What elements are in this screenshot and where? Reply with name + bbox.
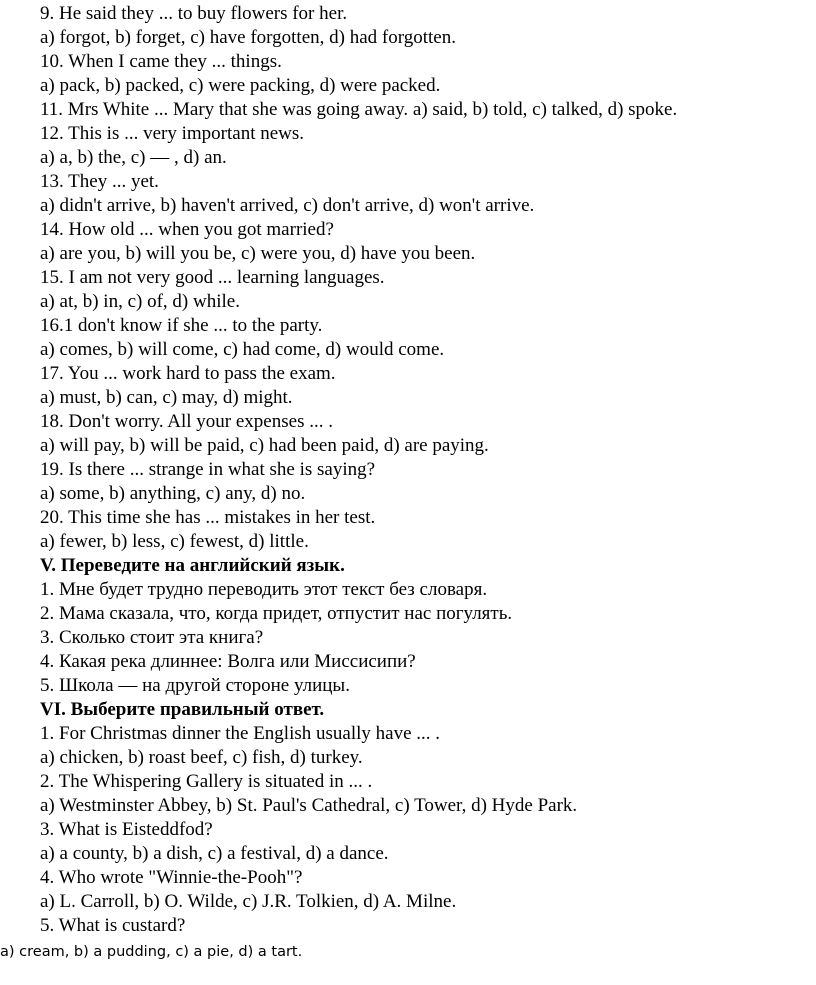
question-13: 13. They ... yet. xyxy=(40,171,159,192)
question-19: 19. Is there ... strange in what she is saying? xyxy=(40,459,376,480)
translate-item-1: 1. Мне будет трудно переводить этот текст без словаря. xyxy=(40,579,488,600)
quiz-answers-2: a) Westminster Abbey, b) St. Paul's Cathedral, c) Tower, d) Hyde Park. xyxy=(40,795,578,816)
answers-19: a) some, b) anything, c) any, d) no. xyxy=(40,483,306,504)
translate-item-3: 3. Сколько стоит эта книга? xyxy=(40,627,264,648)
question-15: 15. I am not very good ... learning languages. xyxy=(40,267,385,288)
quiz-answers-1: a) chicken, b) roast beef, c) fish, d) turkey. xyxy=(40,747,363,768)
quiz-answers-5: a) cream, b) a pudding, c) a pie, d) a tart. xyxy=(0,944,303,960)
answers-12: a) a, b) the, c) — , d) an. xyxy=(40,147,227,168)
question-12: 12. This is ... very important news. xyxy=(40,123,305,144)
answers-14: a) are you, b) will you be, c) were you, d) have you been. xyxy=(40,243,476,264)
quiz-answers-4: a) L. Carroll, b) O. Wilde, c) J.R. Tolkien, d) A. Milne. xyxy=(40,891,457,912)
quiz-question-1: 1. For Christmas dinner the English usually have ... . xyxy=(40,723,441,744)
translate-item-5: 5. Школа — на другой стороне улицы. xyxy=(40,675,350,696)
section-v-heading: V. Переведите на английский язык. xyxy=(40,555,345,576)
answers-10: a) pack, b) packed, c) were packing, d) were packed. xyxy=(40,75,441,96)
answers-16: a) comes, b) will come, c) had come, d) would come. xyxy=(40,339,445,360)
answers-9: a) forgot, b) forget, c) have forgotten, d) had forgotten. xyxy=(40,27,456,48)
quiz-question-5: 5. What is custard? xyxy=(40,915,186,936)
translate-item-4: 4. Какая река длиннее: Волга или Миссисипи? xyxy=(40,651,416,672)
translate-item-2: 2. Мама сказала, что, когда придет, отпустит нас погулять. xyxy=(40,603,513,624)
answers-13: a) didn't arrive, b) haven't arrived, c) don't arrive, d) won't arrive. xyxy=(40,195,535,216)
question-20: 20. This time she has ... mistakes in her test. xyxy=(40,507,376,528)
quiz-question-2: 2. The Whispering Gallery is situated in ... . xyxy=(40,771,373,792)
quiz-question-3: 3. What is Eisteddfod? xyxy=(40,819,213,840)
question-11: 11. Mrs White ... Mary that she was going away. a) said, b) told, c) talked, d) spoke. xyxy=(40,99,678,120)
question-18: 18. Don't worry. All your expenses ... . xyxy=(40,411,333,432)
question-9: 9. He said they ... to buy flowers for her. xyxy=(40,3,348,24)
question-17: 17. You ... work hard to pass the exam. xyxy=(40,363,336,384)
answers-15: a) at, b) in, c) of, d) while. xyxy=(40,291,240,312)
question-10: 10. When I came they ... things. xyxy=(40,51,282,72)
question-16: 16.1 don't know if she ... to the party. xyxy=(40,315,323,336)
answers-18: a) will pay, b) will be paid, c) had been paid, d) are paying. xyxy=(40,435,489,456)
answers-17: a) must, b) can, c) may, d) might. xyxy=(40,387,293,408)
section-vi-heading: VI. Выберите правильный ответ. xyxy=(40,699,325,720)
quiz-question-4: 4. Who wrote "Winnie-the-Pooh"? xyxy=(40,867,303,888)
quiz-answers-3: a) a county, b) a dish, c) a festival, d) a dance. xyxy=(40,843,389,864)
answers-20: a) fewer, b) less, c) fewest, d) little. xyxy=(40,531,309,552)
question-14: 14. How old ... when you got married? xyxy=(40,219,334,240)
